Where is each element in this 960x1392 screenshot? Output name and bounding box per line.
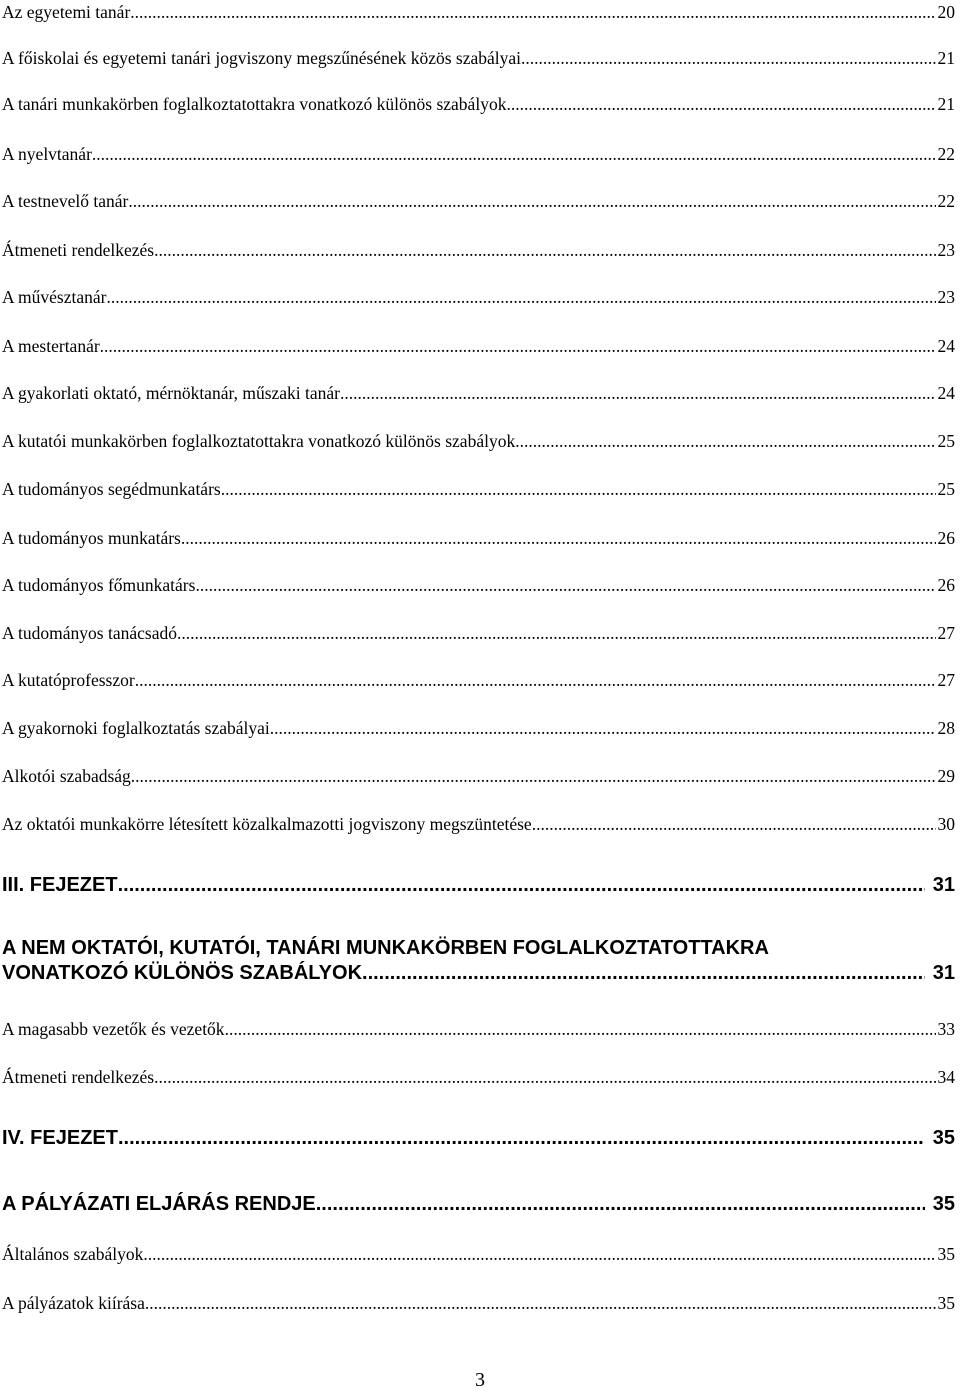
toc-entry-page: 23	[937, 287, 955, 307]
toc-entry-page: 28	[937, 718, 955, 738]
toc-entry-page: 25	[937, 431, 955, 451]
toc-entry[interactable]	[2, 717, 955, 739]
toc-chapter-heading-line2-row	[2, 961, 955, 986]
toc-entry-page: 30	[937, 814, 955, 834]
toc-entry-title: A gyakorlati oktató, mérnöktanár, műszaki tanár	[2, 383, 341, 403]
toc-entry-title: Átmeneti rendelkezés	[2, 240, 155, 260]
toc-entry[interactable]	[2, 239, 955, 261]
toc-entry-title: A tudományos munkatárs	[2, 528, 181, 548]
toc-entry[interactable]	[2, 1066, 955, 1088]
toc-entry[interactable]	[2, 478, 955, 500]
toc-entry-page: 22	[937, 191, 955, 211]
toc-entry-title: A nyelvtanár	[2, 144, 92, 164]
toc-entry-page: 35	[937, 1293, 955, 1313]
toc-entry[interactable]	[2, 286, 955, 308]
toc-entry-title: A kutatóprofesszor	[2, 670, 135, 690]
toc-chapter-heading-page: 35	[932, 1193, 955, 1215]
toc-dot-leader	[521, 47, 935, 69]
toc-entry[interactable]	[2, 574, 955, 596]
toc-dot-leader	[506, 93, 935, 115]
toc-chapter[interactable]	[2, 873, 955, 898]
toc-chapter-page: 35	[932, 1127, 955, 1149]
toc-entry[interactable]	[2, 93, 955, 115]
toc-dot-leader	[340, 382, 935, 404]
toc-entry-page: 26	[937, 575, 955, 595]
toc-dot-leader	[130, 1, 935, 23]
toc-entry-title: A mestertanár	[2, 336, 100, 356]
toc-entry-page: 21	[937, 48, 955, 68]
toc-entry[interactable]	[2, 143, 955, 165]
toc-chapter-heading[interactable]	[2, 936, 955, 986]
toc-dot-leader	[100, 335, 936, 357]
toc-entry-title: A testnevelő tanár	[2, 191, 129, 211]
toc-entry-title: A gyakornoki foglalkoztatás szabályai	[2, 718, 270, 738]
toc-entry[interactable]	[2, 527, 955, 549]
toc-entry[interactable]	[2, 1292, 955, 1314]
toc-entry-page: 26	[937, 528, 955, 548]
toc-entry-title: Alkotói szabadság	[2, 766, 131, 786]
toc-entry-page: 23	[937, 240, 955, 260]
toc-dot-leader	[154, 1066, 935, 1088]
toc-dot-leader	[515, 430, 935, 452]
toc-entry-page: 27	[937, 623, 955, 643]
toc-dot-leader	[195, 574, 935, 596]
toc-entry-page: 34	[937, 1067, 955, 1087]
toc-entry-title: A tudományos segédmunkatárs	[2, 479, 221, 499]
toc-dot-leader	[532, 813, 936, 835]
toc-entry[interactable]	[2, 622, 955, 644]
toc-dot-leader	[154, 239, 935, 261]
toc-chapter-title: IV. FEJEZET	[2, 1127, 118, 1149]
toc-entry[interactable]	[2, 382, 955, 404]
toc-dot-leader	[106, 286, 935, 308]
toc-entry[interactable]	[2, 669, 955, 691]
toc-entry-title: A magasabb vezetők és vezetők	[2, 1019, 225, 1039]
toc-chapter-heading-line1: A NEM OKTATÓI, KUTATÓI, TANÁRI MUNKAKÖRBEN FOGLALKOZTATOTTAKRA	[2, 937, 769, 959]
toc-entry-page: 22	[937, 144, 955, 164]
toc-entry-page: 24	[937, 383, 955, 403]
toc-entry-title: A tanári munkakörben foglalkoztatottakra vonatkozó különös szabályok	[2, 94, 507, 114]
toc-entry-title: Általános szabályok	[2, 1244, 144, 1264]
toc-dot-leader	[362, 961, 925, 986]
toc-dot-leader	[177, 622, 936, 644]
toc-entry[interactable]	[2, 813, 955, 835]
toc-entry-title: Az egyetemi tanár	[2, 2, 131, 22]
toc-entry-page: 33	[937, 1019, 955, 1039]
toc-entry-page: 20	[937, 2, 955, 22]
toc-entry-page: 27	[937, 670, 955, 690]
toc-dot-leader	[135, 669, 936, 691]
toc-entry-page: 24	[937, 336, 955, 356]
toc-dot-leader	[221, 478, 936, 500]
toc-dot-leader	[128, 190, 935, 212]
toc-dot-leader	[270, 717, 936, 739]
toc-entry[interactable]	[2, 765, 955, 787]
toc-entry[interactable]	[2, 47, 955, 69]
toc-dot-leader	[118, 1126, 925, 1151]
toc-entry-title: Az oktatói munkakörre létesített közalkalmazotti jogviszony megszüntetése	[2, 814, 532, 834]
toc-dot-leader	[181, 527, 936, 549]
toc-entry-title: A pályázatok kiírása	[2, 1293, 145, 1313]
toc-entry-page: 35	[937, 1244, 955, 1264]
toc-entry[interactable]	[2, 1, 955, 23]
toc-chapter-heading[interactable]	[2, 1192, 955, 1217]
toc-dot-leader	[92, 143, 936, 165]
page-number: 3	[475, 1369, 485, 1391]
toc-entry[interactable]	[2, 190, 955, 212]
toc-entry-page: 25	[937, 479, 955, 499]
toc-entry-title: Átmeneti rendelkezés	[2, 1067, 155, 1087]
toc-dot-leader	[131, 765, 936, 787]
toc-entry[interactable]	[2, 1243, 955, 1265]
toc-chapter-title: III. FEJEZET	[2, 874, 118, 896]
toc-entry-title: A tudományos főmunkatárs	[2, 575, 196, 595]
toc-entry-title: A tudományos tanácsadó	[2, 623, 177, 643]
toc-chapter-heading-line2: VONATKOZÓ KÜLÖNÖS SZABÁLYOK	[2, 962, 363, 984]
toc-dot-leader	[118, 873, 925, 898]
toc-chapter-heading-title: A PÁLYÁZATI ELJÁRÁS RENDJE	[2, 1193, 316, 1215]
toc-dot-leader	[316, 1192, 925, 1217]
toc-dot-leader	[143, 1243, 935, 1265]
toc-chapter-heading-page: 31	[932, 962, 955, 984]
toc-entry-page: 29	[937, 766, 955, 786]
toc-dot-leader	[145, 1292, 936, 1314]
toc-entry[interactable]	[2, 335, 955, 357]
toc-dot-leader	[225, 1018, 936, 1040]
toc-entry[interactable]	[2, 430, 955, 452]
toc-entry-title: A kutatói munkakörben foglalkoztatottakra vonatkozó különös szabályok	[2, 431, 516, 451]
toc-chapter-page: 31	[932, 874, 955, 896]
toc-entry-title: A főiskolai és egyetemi tanári jogviszony megszűnésének közös szabályai	[2, 48, 522, 68]
toc-entry-title: A művésztanár	[2, 287, 107, 307]
toc-entry[interactable]	[2, 1018, 955, 1040]
toc-entry-page: 21	[937, 94, 955, 114]
toc-chapter[interactable]	[2, 1126, 955, 1151]
